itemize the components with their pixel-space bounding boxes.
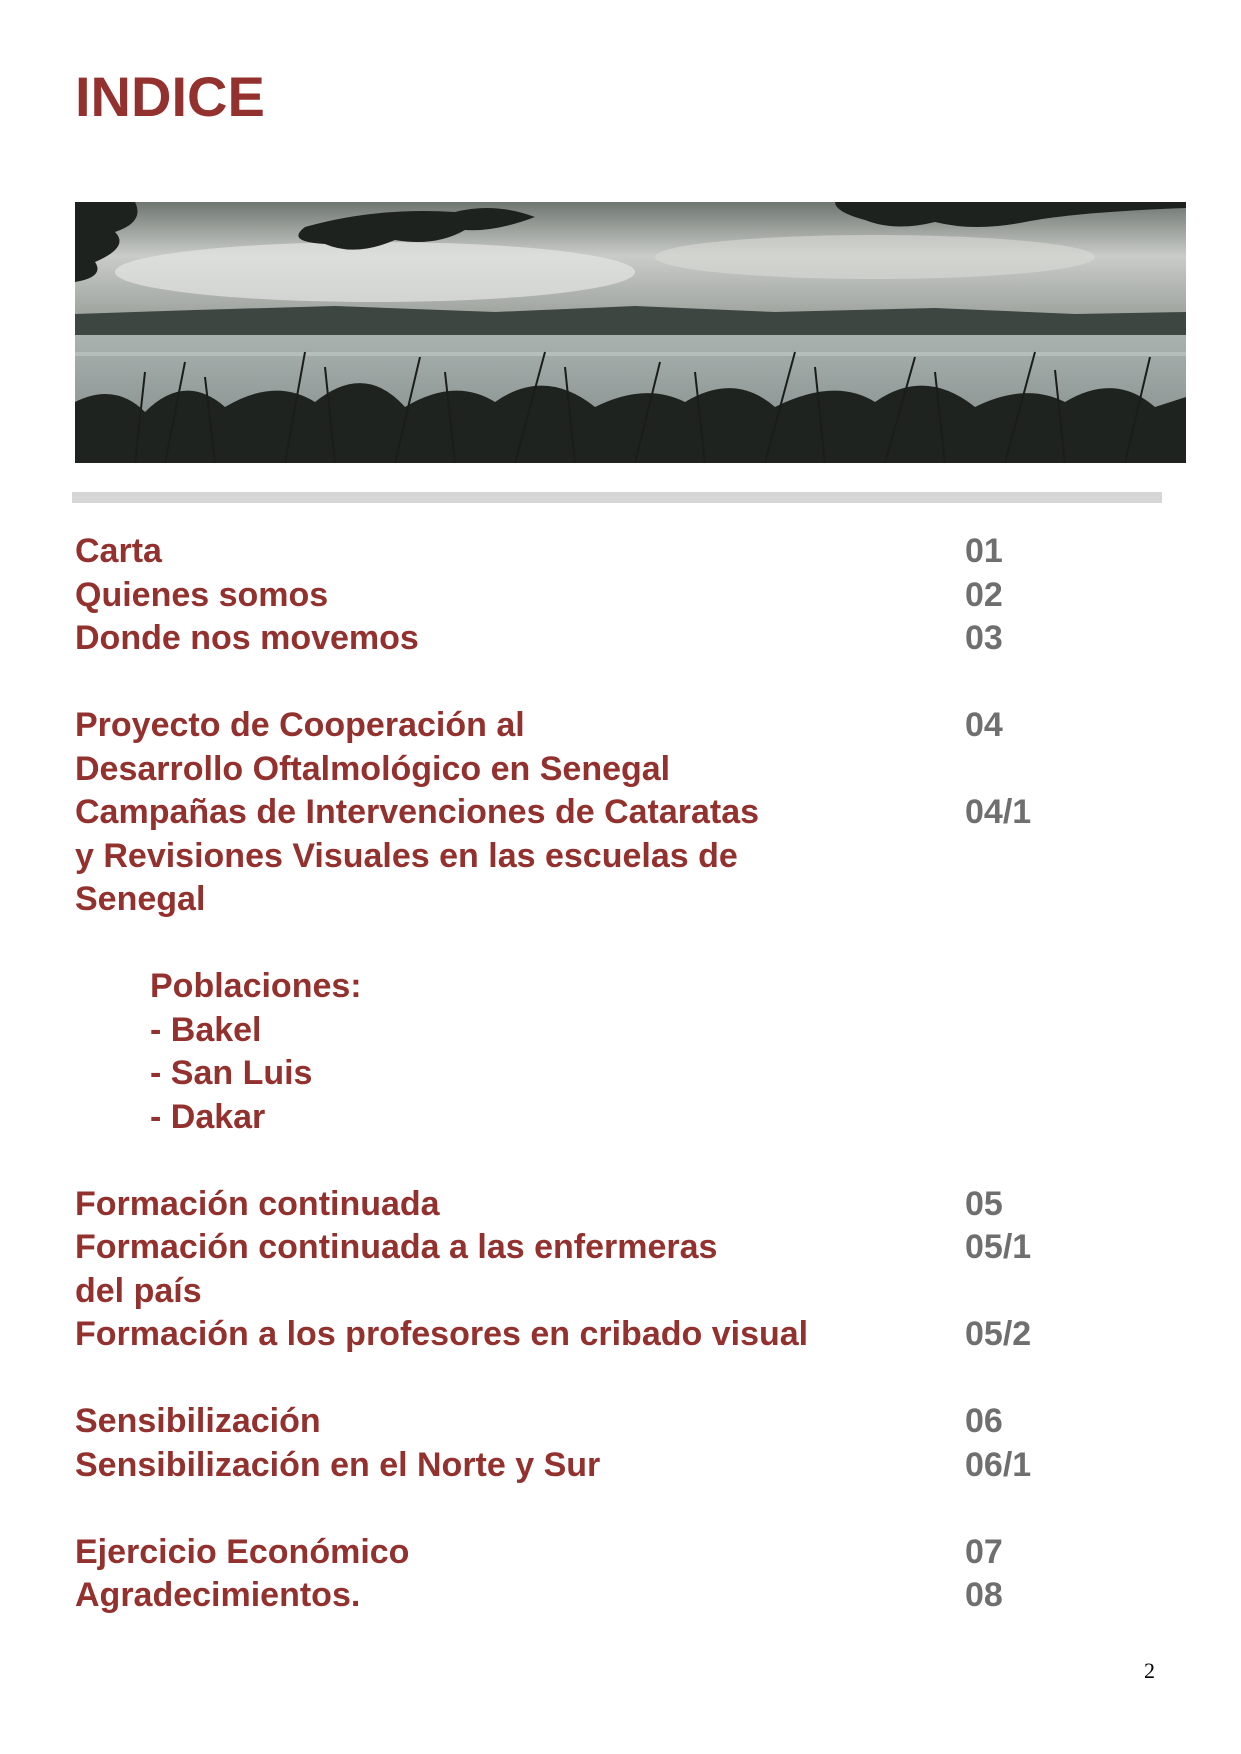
poblaciones-heading: Poblaciones:	[150, 967, 362, 1005]
toc-entry-page: 01	[965, 532, 1003, 570]
toc-entry-label: Proyecto de Cooperación al Desarrollo Oftalmológico en Senegal	[75, 706, 671, 788]
toc-entry-label: Donde nos movemos	[75, 619, 419, 657]
toc-entry-page: 05	[965, 1184, 1003, 1223]
spacer	[75, 1139, 1175, 1183]
poblacion-item-dakar: - Dakar	[150, 1097, 266, 1136]
toc-entry-page: 08	[965, 1576, 1003, 1614]
toc-entry-page: 04	[965, 706, 1003, 744]
toc-entry-page: 02	[965, 575, 1003, 614]
toc-entry-sensibilizacion[interactable]	[75, 1400, 1175, 1444]
toc-entry-label: Quienes somos	[75, 575, 329, 614]
page-number: 2	[1144, 1658, 1155, 1683]
toc-entry-label: Sensibilización	[75, 1402, 321, 1440]
section-divider	[72, 492, 1162, 503]
toc-entry-sensibilizacion-norte-sur[interactable]	[75, 1444, 1175, 1488]
toc-entry-label: Formación a los profesores en cribado visual	[75, 1315, 809, 1353]
toc-entry-label: Carta	[75, 532, 162, 570]
toc-entry-formacion-continuada[interactable]	[75, 1183, 1175, 1227]
toc-entry-agradecimientos[interactable]	[75, 1574, 1175, 1618]
toc-entry-proyecto[interactable]	[75, 704, 1175, 791]
toc-entry-label: Formación continuada	[75, 1184, 440, 1223]
poblacion-item-san-luis: - San Luis	[150, 1054, 313, 1092]
toc-entry-label: Ejercicio Económico	[75, 1532, 410, 1571]
toc-entry-page: 04/1	[965, 793, 1032, 831]
lake-landscape-illustration	[75, 202, 1186, 463]
poblacion-item-bakel: - Bakel	[150, 1010, 262, 1049]
table-of-contents	[75, 530, 1175, 1618]
toc-entry-ejercicio-economico[interactable]	[75, 1531, 1175, 1575]
spacer	[75, 922, 1175, 966]
toc-entry-donde-nos-movemos[interactable]	[75, 617, 1175, 661]
toc-entry-label: Formación continuada a las enfermeras del país	[75, 1228, 718, 1310]
spacer	[75, 1357, 1175, 1401]
toc-entry-page: 06/1	[965, 1445, 1032, 1484]
toc-entry-carta[interactable]	[75, 530, 1175, 574]
toc-entry-page: 05/1	[965, 1228, 1032, 1266]
toc-entry-formacion-profesores[interactable]	[75, 1313, 1175, 1357]
toc-entry-quienes-somos[interactable]	[75, 574, 1175, 618]
toc-entry-label: Agradecimientos.	[75, 1576, 361, 1614]
toc-entry-formacion-enfermeras[interactable]	[75, 1226, 1175, 1313]
spacer	[75, 661, 1175, 705]
page-title: INDICE	[75, 65, 265, 128]
spacer	[75, 1487, 1175, 1531]
lake-landscape-image	[75, 202, 1186, 463]
toc-entry-page: 07	[965, 1532, 1003, 1571]
toc-entry-label: Campañas de Intervenciones de Cataratas y Revisiones Visuales en las escuelas de Senegal	[75, 793, 760, 918]
toc-entry-page: 05/2	[965, 1315, 1032, 1353]
toc-entry-page: 03	[965, 619, 1003, 657]
toc-entry-label: Sensibilización en el Norte y Sur	[75, 1445, 601, 1484]
toc-entry-campanas[interactable]	[75, 791, 1175, 922]
toc-entry-page: 06	[965, 1402, 1003, 1440]
